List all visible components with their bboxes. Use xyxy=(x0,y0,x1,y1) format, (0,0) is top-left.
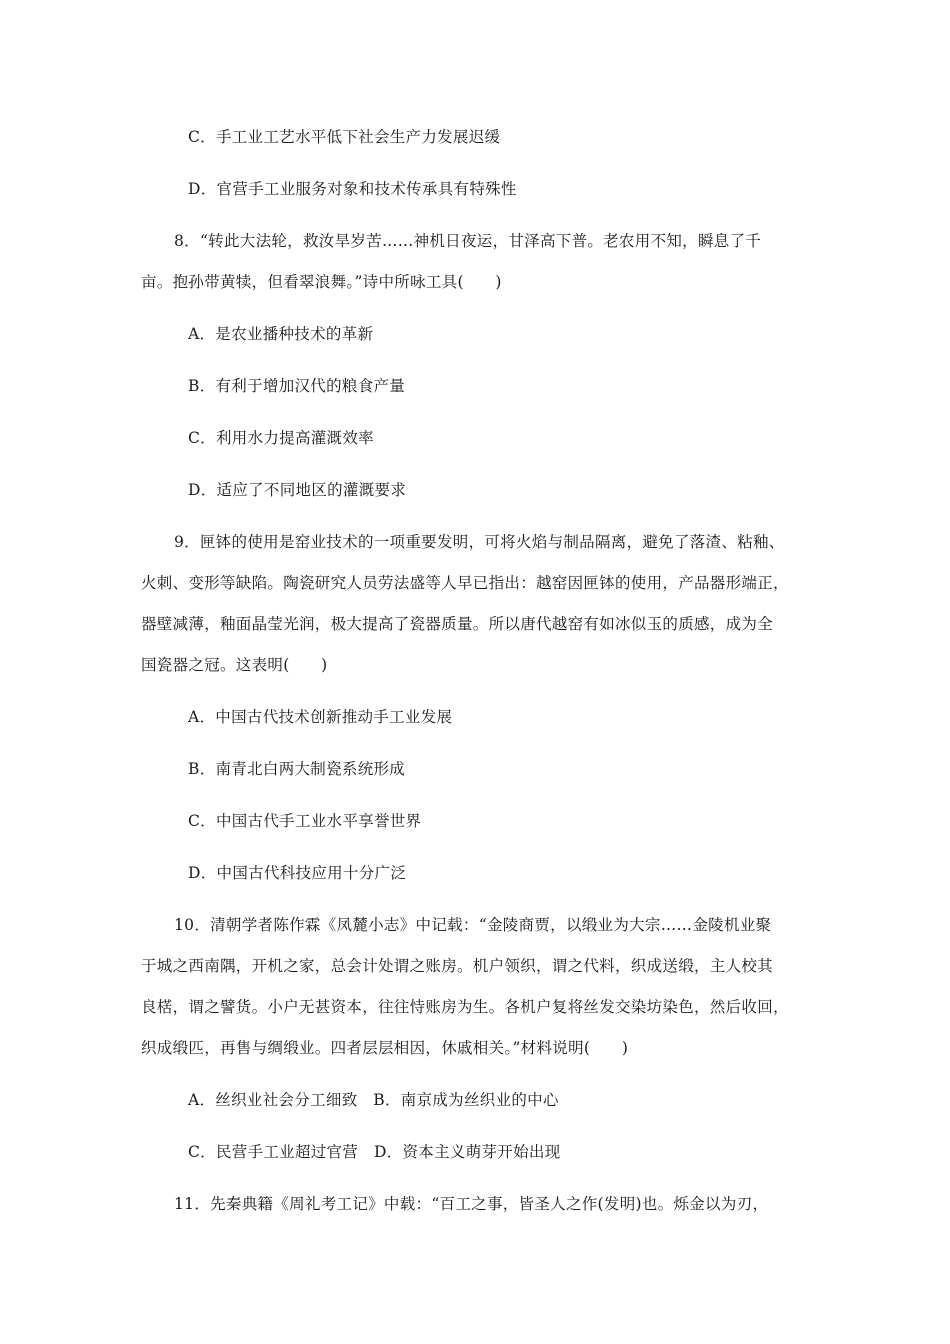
q8-stem-line-1: 8．“转此大法轮，救汝旱岁苦……神机日夜运，甘泽高下普。老农用不知，瞬息了千 xyxy=(174,232,762,250)
q7-option-c: C．手工业工艺水平低下社会生产力发展迟缓 xyxy=(188,128,501,146)
q10-stem-line-2: 于城之西南隅，开机之家，总会计处谓之账房。机户领织，谓之代料，织成送缎，主人校其 xyxy=(141,957,774,975)
q9-option-a: A．中国古代技术创新推动手工业发展 xyxy=(188,708,453,726)
q10-stem-line-4: 织成缎匹，再售与绸缎业。四者层层相因，休戚相关。”材料说明( ) xyxy=(141,1039,629,1057)
q8-option-d: D．适应了不同地区的灌溉要求 xyxy=(188,481,407,499)
q9-option-c: C．中国古代手工业水平享誉世界 xyxy=(188,812,422,830)
q9-stem-line-3: 器壁减薄，釉面晶莹光润，极大提高了瓷器质量。所以唐代越窑有如冰似玉的质感，成为全 xyxy=(141,615,774,633)
q10-option-row-2: C．民营手工业超过官营 D．资本主义萌芽开始出现 xyxy=(188,1143,561,1161)
q11-stem-line-1: 11．先秦典籍《周礼考工记》中载：“百工之事，皆圣人之作(发明)也。烁金以为刃， xyxy=(174,1195,769,1213)
q8-option-c: C．利用水力提高灌溉效率 xyxy=(188,429,374,447)
q9-option-b: B．南青北白两大制瓷系统形成 xyxy=(188,760,406,778)
q7-option-d: D．官营手工业服务对象和技术传承具有特殊性 xyxy=(188,180,517,198)
q9-option-d: D．中国古代科技应用十分广泛 xyxy=(188,864,407,882)
q10-stem-line-3: 良楛，谓之譬货。小户无甚资本，往往恃账房为生。各机户复将丝发交染坊染色，然后收回， xyxy=(141,998,789,1016)
q9-stem-line-4: 国瓷器之冠。这表明( ) xyxy=(141,656,328,674)
q8-stem-line-2: 亩。抱孙带黄犊，但看翠浪舞。”诗中所咏工具( ) xyxy=(141,273,502,291)
q9-stem-line-2: 火刺、变形等缺陷。陶瓷研究人员劳法盛等人早已指出：越窑因匣钵的使用，产品器形端正， xyxy=(141,574,789,592)
q10-option-row-1: A．丝织业社会分工细致 B．南京成为丝织业的中心 xyxy=(188,1091,559,1109)
q8-option-b: B．有利于增加汉代的粮食产量 xyxy=(188,377,406,395)
q10-stem-line-1: 10．清朝学者陈作霖《凤麓小志》中记载：“金陵商贾，以缎业为大宗……金陵机业聚 xyxy=(174,916,772,934)
q8-option-a: A．是农业播种技术的革新 xyxy=(188,325,374,343)
q9-stem-line-1: 9．匣钵的使用是窑业技术的一项重要发明，可将火焰与制品隔离，避免了落渣、粘釉、 xyxy=(174,533,785,551)
